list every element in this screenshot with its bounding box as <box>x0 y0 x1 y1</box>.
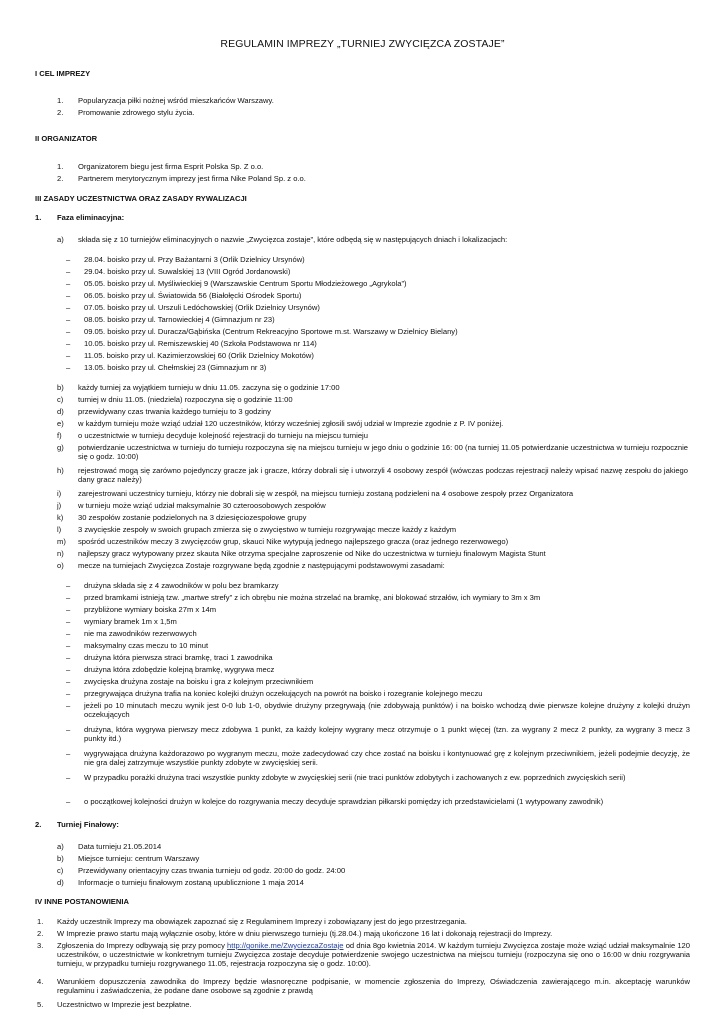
section-heading-goal: I CEL IMPREZY <box>35 69 91 78</box>
rule-item: 3 zwycięskie zespoły w swoich grupach zmierza się o zwycięstwo w turnieju rozgrywając mecze każdy z każdym <box>78 525 457 534</box>
list-letter: f) <box>57 431 62 440</box>
rule-item: potwierdzanie uczestnictwa w turnieju do turnieju rozpoczyna się na miejscu turnieju w jego dniu o godzinie 16: 00 (na turniej 11.05 potwierdzanie uczestnictwa w turnieju rozpocznie się o godz. 10:00) <box>78 443 688 461</box>
provision-item: Warunkiem dopuszczenia zawodnika do Imprezy będzie własnoręczne podpisanie, w momencie zgłoszenia do Imprezy, Oświadczenia zawierającego m.in. akceptację warunków regulaminu i zaświadczenia, że podane dane osobowe są zgodnie z prawdą <box>57 977 690 995</box>
section-heading-rules: III ZASADY UCZESTNICTWA ORAZ ZASADY RYWALIZACJI <box>35 194 247 203</box>
schedule-item: 10.05. boisko przy ul. Remiszewskiej 40 (Szkoła Podstawowa nr 114) <box>84 339 317 348</box>
list-item: składa się z 10 turniejów eliminacyjnych o nazwie „Zwycięzca zostaje”, które odbędą się w następujących dniach i lokalizacjach: <box>78 235 508 244</box>
rule-item: mecze na turniejach Zwycięzca Zostaje rozgrywane będą zgodnie z następującymi podstawowymi zasadami: <box>78 561 445 570</box>
schedule-item: 13.05. boisko przy ul. Chełmskiej 23 (Gimnazjum nr 3) <box>84 363 267 372</box>
list-number: 2. <box>37 929 44 938</box>
dash-bullet: – <box>66 351 71 360</box>
rule-item: zarejestrowani uczestnicy turnieju, którzy nie dobrali się w zespół, na miejscu turnieju zostaną podzieleni na 4 osobowe zespoły przez Organizatora <box>78 489 574 498</box>
dash-bullet: – <box>66 315 71 324</box>
subsection-title-final: Turniej Finałowy: <box>57 820 119 829</box>
schedule-item: 09.05. boisko przy ul. Duracza/Gąbińska (Centrum Rekreacyjno Sportowe m.st. Warszawy w Dzielnicy Bielany) <box>84 327 458 336</box>
dash-bullet: – <box>66 653 71 662</box>
list-letter: d) <box>57 407 64 416</box>
final-item: Informacje o turnieju finałowym zostaną upublicznione 1 maja 2014 <box>78 878 304 887</box>
list-letter: h) <box>57 466 64 475</box>
match-rule: wygrywająca drużyna każdorazowo po wygranym meczu, może zadecydować czy chce zostać na boisku i kontynuować grę z kolejnym przeciwnikiem, jeżeli podejmie decyzję, że nie gra dalej zatrzymuje wszystkie punkty zdobyte w zwycięskiej serii. <box>84 749 690 767</box>
rule-item: każdy turniej za wyjątkiem turnieju w dniu 11.05. zaczyna się o godzinie 17:00 <box>78 383 340 392</box>
dash-bullet: – <box>66 797 71 806</box>
dash-bullet: – <box>66 665 71 674</box>
provision-item-registration <box>57 941 690 968</box>
match-rule: nie ma zawodników rezerwowych <box>84 629 197 638</box>
schedule-item: 06.05. boisko przy ul. Światowida 56 (Białołęcki Ośrodek Sportu) <box>84 291 302 300</box>
subsection-number: 1. <box>35 213 42 222</box>
subsection-number: 2. <box>35 820 42 829</box>
list-letter: j) <box>57 501 62 510</box>
list-letter: d) <box>57 878 64 887</box>
rule-item: przewidywany czas trwania każdego turnieju to 3 godziny <box>78 407 271 416</box>
schedule-item: 05.05. boisko przy ul. Myśliwieckiej 9 (Warszawskie Centrum Sportu Młodzieżowego „Agrykola”) <box>84 279 407 288</box>
schedule-item: 11.05. boisko przy ul. Kazimierzowskiej 60 (Orlik Dzielnicy Mokotów) <box>84 351 314 360</box>
provision-item: Uczestnictwo w Imprezie jest bezpłatne. <box>57 1000 192 1009</box>
match-rule: drużyna składa się z 4 zawodników w polu bez bramkarzy <box>84 581 279 590</box>
rule-item: w turnieju może wziąć udział maksymalnie 30 czteroosobowych zespołów <box>78 501 326 510</box>
dash-bullet: – <box>66 605 71 614</box>
list-letter: k) <box>57 513 64 522</box>
dash-bullet: – <box>66 725 71 734</box>
dash-bullet: – <box>66 581 71 590</box>
list-number: 2. <box>57 108 64 117</box>
match-rule: przegrywająca drużyna trafia na koniec kolejki drużyn oczekujących na powrót na boisko i rozegranie kolejnego meczu <box>84 689 483 698</box>
dash-bullet: – <box>66 279 71 288</box>
dash-bullet: – <box>66 363 71 372</box>
dash-bullet: – <box>66 291 71 300</box>
dash-bullet: – <box>66 749 71 758</box>
schedule-item: 07.05. boisko przy ul. Urszuli Ledóchowskiej (Orlik Dzielnicy Ursynów) <box>84 303 320 312</box>
list-letter: l) <box>57 525 62 534</box>
list-letter: b) <box>57 854 64 863</box>
provision-text: Zgłoszenia do Imprezy odbywają się przy pomocy <box>57 941 228 950</box>
registration-link[interactable]: http://gonike.me/ZwyciezcaZostaje <box>227 941 344 950</box>
rule-item: turniej w dniu 11.05. (niedziela) rozpoczyna się o godzinie 11:00 <box>78 395 293 404</box>
match-rule: drużyna która pierwsza straci bramkę, traci 1 zawodnika <box>84 653 273 662</box>
dash-bullet: – <box>66 629 71 638</box>
match-rule: przybliżone wymiary boiska 27m x 14m <box>84 605 217 614</box>
section-heading-other: IV INNE POSTANOWIENIA <box>35 897 129 906</box>
match-rule: przed bramkami istnieją tzw. „martwe strefy” z ich obrębu nie można strzelać na bramkę, ani blokować strzałów, ich wymiary to 3m x 3m <box>84 593 541 602</box>
document-title: REGULAMIN IMPREZY „TURNIEJ ZWYCIĘZCA ZOSTAJE” <box>220 38 505 50</box>
rule-item: w każdym turnieju może wziąć udział 120 uczestników, którzy wcześniej zgłosili swój udział w Imprezie zgodnie z P. IV poniżej. <box>78 419 504 428</box>
list-letter: o) <box>57 561 64 570</box>
match-rule: drużyna, która wygrywa pierwszy mecz zdobywa 1 punkt, za każdy kolejny wygrany mecz otrzymuje o 1 punkt więcej (tzn. za wygrany 2 mecz 2 punkty, za wygrany 3 mecz 3 punkty itd.) <box>84 725 690 743</box>
list-item: Partnerem merytorycznym imprezy jest firma Nike Poland Sp. z o.o. <box>78 174 306 183</box>
final-item: Data turnieju 21.05.2014 <box>78 842 162 851</box>
list-number: 4. <box>37 977 44 986</box>
dash-bullet: – <box>66 689 71 698</box>
rule-item: najlepszy gracz wytypowany przez skauta Nike otrzyma specjalne zaproszenie od Nike do uczestnictwa w turnieju finalowym Magista Stunt <box>78 549 546 558</box>
schedule-item: 08.05. boisko przy ul. Tarnowieckiej 4 (Gimnazjum nr 23) <box>84 315 275 324</box>
rule-item: spośród uczestników meczy 3 zwycięzców grup, skauci Nike wytypują jednego najlepszego gracza (oraz jednego rezerwowego) <box>78 537 509 546</box>
list-letter: c) <box>57 866 64 875</box>
list-item: Promowanie zdrowego stylu życia. <box>78 108 195 117</box>
dash-bullet: – <box>66 701 71 710</box>
list-number: 2. <box>57 174 64 183</box>
list-number: 5. <box>37 1000 44 1009</box>
dash-bullet: – <box>66 303 71 312</box>
match-rule: zwycięska drużyna zostaje na boisku i gra z kolejnym przeciwnikiem <box>84 677 314 686</box>
rule-item: o uczestnictwie w turnieju decyduje kolejność rejestracji do turnieju na miejscu turnieju <box>78 431 368 440</box>
list-number: 1. <box>37 917 44 926</box>
dash-bullet: – <box>66 677 71 686</box>
section-heading-organizer: II ORGANIZATOR <box>35 134 98 143</box>
rule-item: 30 zespołów zostanie podzielonych na 3 dziesięciozespołowe grupy <box>78 513 307 522</box>
match-rule: o początkowej kolejności drużyn w kolejce do rozgrywania meczy decyduje sprawdzian piłkarski pomiędzy ich przedstawicielami (1 wytypowany zawodnik) <box>84 797 604 806</box>
list-item: Organizatorem biegu jest firma Esprit Polska Sp. Z o.o. <box>78 162 264 171</box>
dash-bullet: – <box>66 773 71 782</box>
list-number: 3. <box>37 941 44 950</box>
final-item: Miejsce turnieju: centrum Warszawy <box>78 854 200 863</box>
match-rule: jeżeli po 10 minutach meczu wynik jest 0-0 lub 1-0, obydwie drużyny przegrywają (nie zdobywają punktów) i na boisko wchodzą dwie pierwsze kolejne drużyny z kolejki drużyn oczekujących <box>84 701 690 719</box>
dash-bullet: – <box>66 327 71 336</box>
dash-bullet: – <box>66 593 71 602</box>
list-letter: m) <box>57 537 66 546</box>
list-letter: a) <box>57 235 64 244</box>
match-rule: W przypadku porażki drużyna traci wszystkie punkty zdobyte w zwycięskiej serii (nie traci punktów zdobytych i zachowanych z ew. poprzednich zwycięskich serii) <box>84 773 626 782</box>
schedule-item: 29.04. boisko przy ul. Suwalskiej 13 (VIII Ogród Jordanowski) <box>84 267 291 276</box>
list-letter: c) <box>57 395 64 404</box>
list-letter: b) <box>57 383 64 392</box>
dash-bullet: – <box>66 255 71 264</box>
dash-bullet: – <box>66 267 71 276</box>
list-item: Popularyzacja piłki nożnej wśród mieszkańców Warszawy. <box>78 96 274 105</box>
list-letter: a) <box>57 842 64 851</box>
match-rule: wymiary bramek 1m x 1,5m <box>84 617 177 626</box>
schedule-item: 28.04. boisko przy ul. Przy Bażantarni 3 (Orlik Dzielnicy Ursynów) <box>84 255 305 264</box>
provision-item: Każdy uczestnik Imprezy ma obowiązek zapoznać się z Regulaminem Imprezy i zobowiązany jest do jego przestrzegania. <box>57 917 467 926</box>
rule-item: rejestrować mogą się zarówno pojedynczy gracze jak i gracze, którzy dobrali się i utworzyli 4 osobowy zespół (wówczas podczas rejestracji należy wpisać nazwę zespołu do jakiego dany gracz należy) <box>78 466 688 484</box>
provision-item: W Imprezie prawo startu mają wyłącznie osoby, które w dniu pierwszego turnieju (tj.28.04.) mają ukończone 16 lat i dokonają rejestracji do Imprezy. <box>57 929 553 938</box>
provision-text: od dnia 8go kwietnia 2014. W każdym turnieju Zwycięzca zostaje może wziąć udział maksymalnie 120 uczestników, o uczestnictwie w konkretnym turnieju Zwycięzca zostaje decyduje potwierdzenie swojego uczestnictwa na miejscu turnieju (rozpoczyna się ono o 16:00 w dniu rozgrywania turnieju, w przypadku turnieju rozgrywanego 11.05, rejestracja rozpoczyna się o godz. 10:00). <box>57 941 690 968</box>
list-letter: i) <box>57 489 62 498</box>
subsection-title-elimination: Faza eliminacyjna: <box>57 213 125 222</box>
dash-bullet: – <box>66 641 71 650</box>
match-rule: drużyna która zdobędzie kolejną bramkę, wygrywa mecz <box>84 665 275 674</box>
match-rule: maksymalny czas meczu to 10 minut <box>84 641 209 650</box>
dash-bullet: – <box>66 617 71 626</box>
list-number: 1. <box>57 162 64 171</box>
final-item: Przewidywany orientacyjny czas trwania turnieju od godz. 20:00 do godz. 24:00 <box>78 866 346 875</box>
list-letter: n) <box>57 549 64 558</box>
list-letter: e) <box>57 419 64 428</box>
list-number: 1. <box>57 96 64 105</box>
list-letter: g) <box>57 443 64 452</box>
dash-bullet: – <box>66 339 71 348</box>
